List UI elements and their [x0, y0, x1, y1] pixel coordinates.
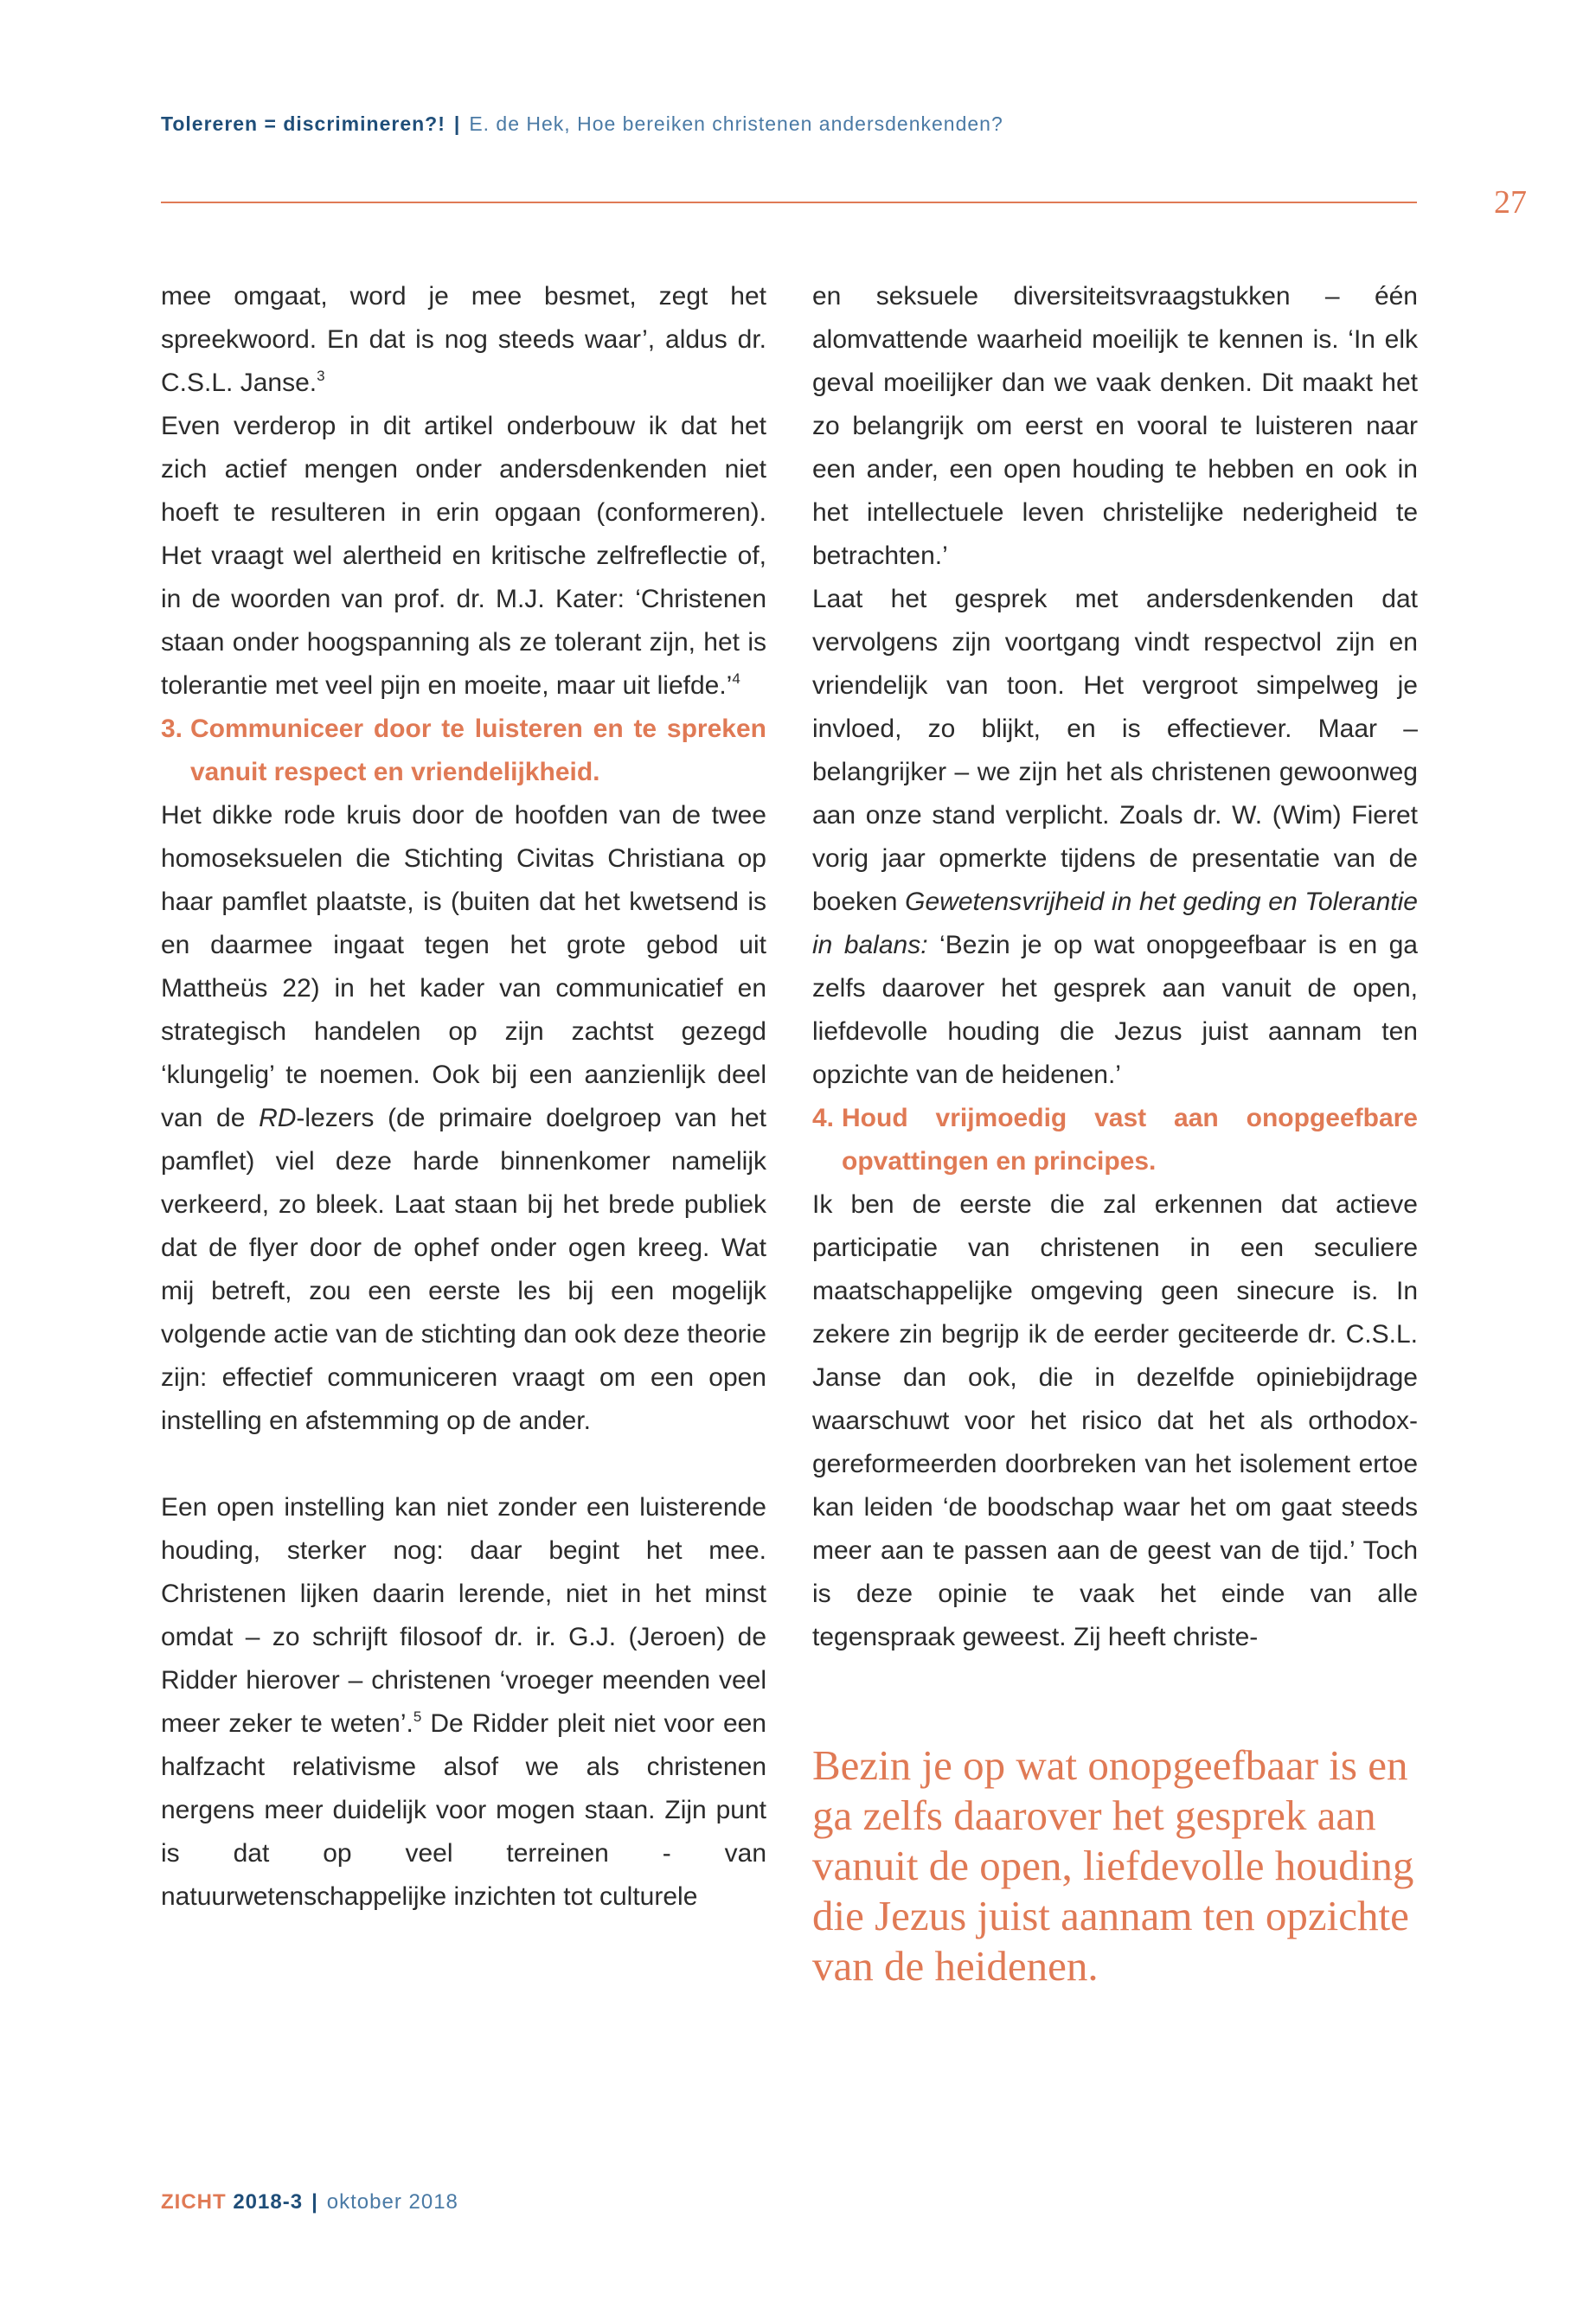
running-header: [161, 112, 1003, 136]
issue-date: oktober 2018: [326, 2190, 458, 2214]
left-column: [161, 275, 766, 1919]
article-title: E. de Hek, Hoe bereiken christenen andersdenkenden?: [469, 112, 1003, 135]
paragraph: Even verderop in dit artikel onderbouw ik dat het zich actief mengen onder andersdenkenden niet hoeft te resulteren in erin opgaan (conformeren). Het vraagt wel alertheid en kritische zelfreflectie of, in de woorden van prof. dr. M.J. Kater: ‘Christenen staan onder hoogspanning als ze tolerant zijn, het is tolerantie met veel pijn en moeite, maar uit liefde.’$^4$: [161, 412, 766, 700]
pull-quote: Bezin je op wat onopgeefbaar is en ga zelfs daarover het gesprek aan vanuit de open, liefdevolle houding die Jezus juist aannam ten opzichte van de heidenen.: [812, 1741, 1414, 1990]
header-rule: [161, 202, 1417, 203]
section-heading-3: 3. Communiceer door te luisteren en te spreken vanuit respect en vriendelijkheid.: [161, 715, 766, 786]
paragraph: Laat het gesprek met andersdenkenden dat vervolgens zijn voortgang vindt respectvol zijn en vriendelijk van toon. Het vergroot simpelweg je invloed, zo blijkt, en is effectiever. Maar – belangrijker – we zijn het als christenen gewoonweg aan onze stand verplicht. Zoals dr. W. (Wim) Fieret vorig jaar opmerkte tijdens de presentatie van de boeken Gewetensvrijheid in het geding en Tolerantie in balans: ‘Bezin je op wat onopgeefbaar is en ga zelfs daarover het gesprek aan vanuit de open, liefdevolle houding die Jezus juist aannam ten opzichte van de heidenen.’: [812, 585, 1418, 1089]
paragraph: mee omgaat, word je mee besmet, zegt het spreekwoord. En dat is nog steeds waar’, aldus dr. C.S.L. Janse.$^3$: [161, 282, 766, 397]
footnote-ref: 4: [732, 670, 740, 687]
section-heading-4: 4. Houd vrijmoedig vast aan onopgeefbare opvattingen en principes.: [812, 1104, 1418, 1176]
header-separator: |: [453, 112, 461, 135]
magazine-name: ZICHT: [161, 2190, 227, 2214]
paragraph: Ik ben de eerste die zal erkennen dat actieve participatie van christenen in een seculiere maatschappelijke omgeving geen sinecure is. In zekere zin begrijp ik de eerder geciteerde dr. C.S.L. Janse dan ook, die in dezelfde opiniebijdrage waarschuwt voor het risico dat het als orthodox-gereformeerden doorbreken van het isolement ertoe kan leiden ‘de boodschap waar het om gaat steeds meer aan te passen aan de geest van de tijd.’ Toch is deze opinie te vaak het einde van alle tegenspraak geweest. Zij heeft christe-: [812, 1190, 1418, 1651]
page-number: 27: [1494, 184, 1527, 221]
issue-number: 2018-3: [233, 2190, 304, 2214]
page-footer: [161, 2190, 458, 2214]
footnote-ref: 5: [413, 1708, 422, 1725]
paragraph: Het dikke rode kruis door de hoofden van de twee homoseksuelen die Stichting Civitas Christiana op haar pamflet plaatste, is (buiten dat het kwetsend is en daarmee ingaat tegen het grote gebod uit Mattheüs 22) in het kader van communicatief en strategisch handelen op zijn zachtst gezegd ‘klungelig’ te noemen. Ook bij een aanzienlijk deel van de RD-lezers (de primaire doelgroep van het pamflet) viel deze harde binnenkomer namelijk verkeerd, zo bleek. Laat staan bij het brede publiek dat de flyer door de ophef onder ogen kreeg. Wat mij betreft, zou een eerste les bij een mogelijk volgende actie van de stichting dan ook deze theorie zijn: effectief communiceren vraagt om een open instelling en afstemming op de ander.: [161, 801, 766, 1435]
footer-separator: |: [311, 2190, 318, 2214]
paragraph: en seksuele diversiteitsvraagstukken – één alomvattende waarheid moeilijk te kennen is. ‘In elk geval moeilijker dan we vaak denken. Dit maakt het zo belangrijk om eerst en vooral te luisteren naar een ander, een open houding te hebben en ook in het intellectuele leven christelijke nederigheid te betrachten.’: [812, 282, 1418, 570]
right-column: [812, 275, 1418, 1659]
paragraph: Een open instelling kan niet zonder een luisterende houding, sterker nog: daar begint het mee. Christenen lijken daarin lerende, niet in het minst omdat – zo schrijft filosoof dr. ir. G.J. (Jeroen) de Ridder hierover – christenen ‘vroeger meenden veel meer zeker te weten’.$^5$ De Ridder pleit niet voor een halfzacht relativisme alsof we als christenen nergens meer duidelijk voor mogen staan. Zijn punt is dat op veel terreinen - van natuurwetenschappelijke inzichten tot culturele: [161, 1493, 766, 1911]
footnote-ref: 3: [317, 368, 325, 384]
series-title: Tolereren = discrimineren?!: [161, 112, 445, 135]
